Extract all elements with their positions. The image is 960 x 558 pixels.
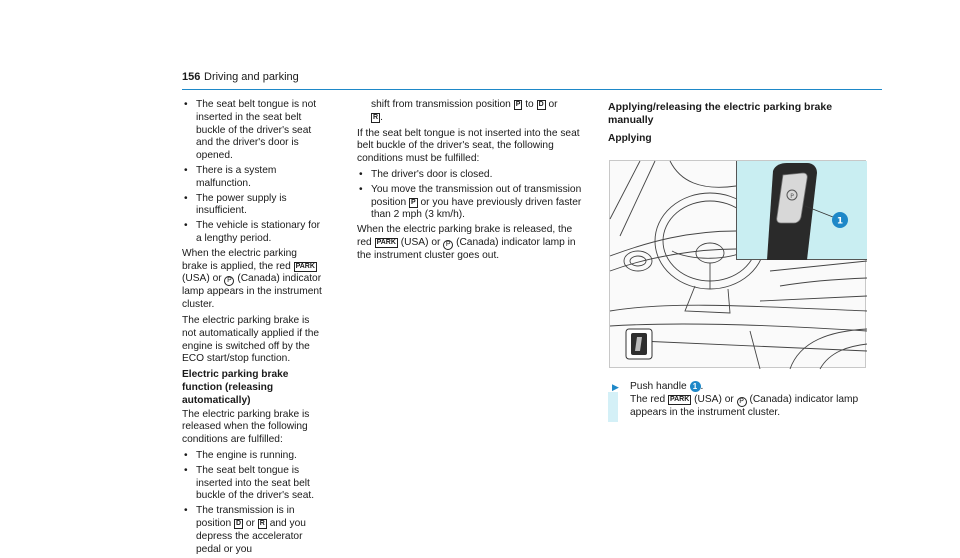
gear-d-icon: D bbox=[538, 101, 544, 108]
svg-text:P: P bbox=[790, 193, 794, 200]
park-lamp-icon: PARK bbox=[669, 395, 690, 403]
list-item: • You move the transmission out of transmission position P or you have previously driven faster than 2 mph (3 km/h). bbox=[357, 184, 589, 222]
column-3 bbox=[608, 99, 870, 151]
seatbelt-paragraph: If the seat belt tongue is not inserted into the seat belt buckle of the driver's seat, the following conditions must be fulfilled: bbox=[357, 127, 580, 165]
list-item: • The driver's door is closed. bbox=[357, 169, 589, 182]
list-item: • The seat belt tongue is not inserted in the seat belt buckle of the driver's seat and the driver's door is opened. bbox=[182, 99, 324, 163]
step-arrow-icon: ▶ bbox=[612, 382, 619, 392]
gear-r-icon: R bbox=[259, 519, 265, 527]
page-number: 156 bbox=[182, 71, 201, 83]
gear-p-icon: P bbox=[515, 101, 521, 108]
gear-p-icon: P bbox=[410, 198, 416, 206]
list-item: • The engine is running. bbox=[182, 450, 324, 463]
section-heading: Electric parking brake function (releasing automatically) bbox=[182, 369, 289, 406]
section-heading: Applying/releasing the electric parking brake manually bbox=[608, 101, 833, 126]
section-title: Driving and parking bbox=[204, 71, 299, 83]
canada-brake-lamp-icon: P bbox=[737, 397, 747, 407]
list-item: • The power supply is insufficient. bbox=[182, 193, 324, 219]
park-lamp-icon: PARK bbox=[376, 238, 396, 246]
not-auto-paragraph: The electric parking brake is not automatically applied if the engine is switched off by the ECO start/stop function. bbox=[182, 314, 320, 365]
park-lamp-icon: PARK bbox=[295, 262, 315, 270]
handle-inset bbox=[736, 161, 867, 260]
list-item: • The transmission is in position D or R and you depress the accelerator pedal or you bbox=[182, 505, 324, 556]
list-item: • The vehicle is stationary for a lengthy period. bbox=[182, 220, 324, 246]
gear-r-icon: R bbox=[373, 113, 379, 121]
list-item: • The seat belt tongue is inserted into the seat belt buckle of the driver's seat. bbox=[182, 465, 324, 503]
list-item: • There is a system malfunction. bbox=[182, 165, 324, 191]
step-instruction: ▶ Push handle 1 . The red PARK (USA) or P (Canada) indicator lamp appears in the instrument cluster. bbox=[612, 381, 859, 418]
gear-d-icon: D bbox=[235, 519, 242, 527]
svg-text:1: 1 bbox=[836, 216, 844, 227]
canada-brake-lamp-icon: P bbox=[224, 276, 234, 286]
page-header bbox=[182, 71, 882, 91]
continued-text: shift from transmission position P to D or R . bbox=[371, 99, 558, 123]
column-2 bbox=[357, 99, 589, 266]
apply-paragraph: When the electric parking brake is applied, the red PARK (USA) or P (Canada) indicator lamp appears in the instrument cluster. bbox=[182, 247, 322, 311]
handle-closeup bbox=[737, 161, 868, 260]
parking-brake-figure bbox=[609, 160, 866, 368]
released-paragraph: When the electric parking brake is released, the red PARK (USA) or P (Canada) indicator lamp in the instrument cluster goes out. bbox=[357, 224, 576, 261]
subheading-applying: Applying bbox=[608, 132, 652, 144]
header-rule bbox=[182, 89, 882, 90]
callout-1-icon: 1 bbox=[690, 381, 701, 392]
canada-brake-lamp-icon: P bbox=[443, 240, 453, 250]
release-intro: The electric parking brake is released when the following conditions are fulfilled: bbox=[182, 408, 310, 446]
column-1 bbox=[182, 99, 324, 558]
